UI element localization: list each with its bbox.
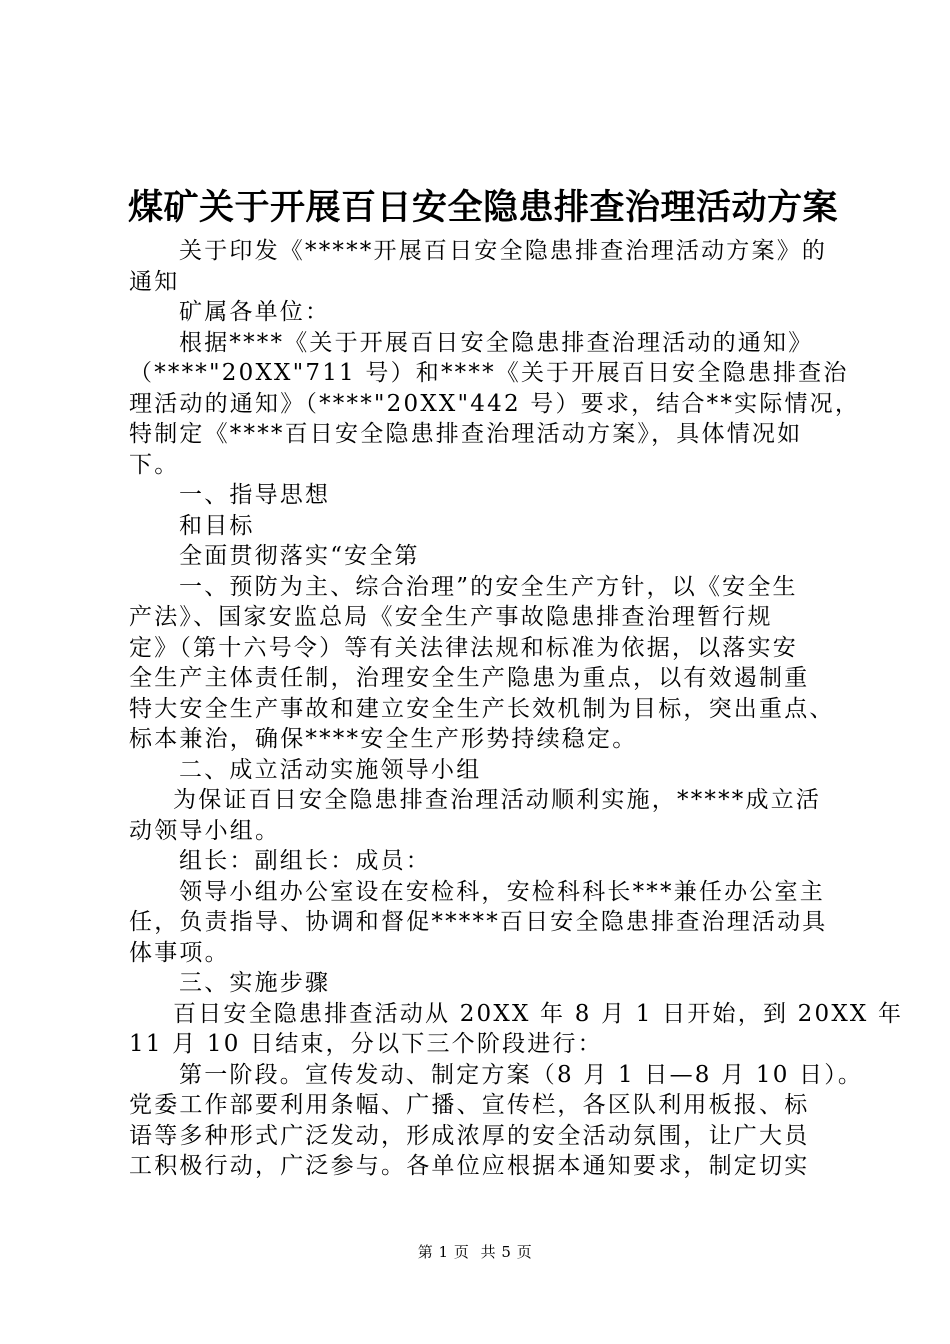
body-line: 动领导小组。 [129,817,281,844]
page-number: 第 1 页 [417,1243,470,1261]
page-total: 共 5 页 [480,1243,533,1261]
body-line: 第一阶段。宣传发动、制定方案（8 月 1 日—8 月 10 日）。 [179,1061,864,1088]
body-line: 语等多种形式广泛发动，形成浓厚的安全活动氛围，让广大员 [129,1122,810,1149]
body-line: 根据****《关于开展百日安全隐患排查治理活动的通知》 [179,329,814,356]
body-line: 领导小组办公室设在安检科，安检科科长***兼任办公室主 [179,878,825,905]
body-line: 理活动的通知》（****"20XX"442 号）要求，结合**实际情况， [129,390,861,417]
body-line: 标本兼治，确保****安全生产形势持续稳定。 [129,726,638,752]
body-line: 下。 [129,451,180,478]
body-line: 通知 [129,268,180,295]
body-line: 组长：副组长：成员： [179,848,431,874]
section-heading: 三、实施步骤 [179,970,331,996]
body-line: 11 月 10 日结束，分以下三个阶段进行： [129,1031,603,1057]
body-line: 一、预防为主、综合治理”的安全生产方针，以《安全生 [179,573,798,600]
body-line: 为保证百日安全隐患排查治理活动顺利实施，*****成立活 [173,787,822,813]
body-line: 任，负责指导、协调和督促*****百日安全隐患排查治理活动具 [129,909,828,935]
body-line: 矿属各单位： [179,299,331,325]
body-line: 体事项。 [129,939,230,966]
body-line: 关于印发《*****开展百日安全隐患排查治理活动方案》的 [179,238,828,264]
page-footer [0,1240,950,1264]
body-line: 百日安全隐患排查活动从 20XX 年 8 月 1 日开始，到 20XX 年 [173,1000,904,1027]
section-heading: 二、成立活动实施领导小组 [179,756,482,783]
body-line: 特制定《****百日安全隐患排查治理活动方案》，具体情况如 [129,421,803,447]
body-line: 定》（第十六号令）等有关法律法规和标准为依据，以落实安 [129,634,798,661]
body-line: 全生产主体责任制，治理安全生产隐患为重点，以有效遏制重 [129,665,810,691]
body-line: 和目标 [179,512,255,539]
body-line: 产法》、国家安监总局《安全生产事故隐患排查治理暂行规 [129,604,773,630]
body-line: 特大安全生产事故和建立安全生产长效机制为目标，突出重点、 [129,695,835,722]
body-line: 全面贯彻落实“安全第 [179,543,420,569]
document-title: 煤矿关于开展百日安全隐患排查治理活动方案 [128,188,839,228]
body-line: 工积极行动，广泛参与。各单位应根据本通知要求，制定切实 [129,1153,810,1179]
document-body [129,236,904,1182]
body-line: 党委工作部要利用条幅、广播、宣传栏，各区队利用板报、标 [129,1092,810,1118]
body-line: （****"20XX"711 号）和****《关于开展百日安全隐患排查治 [129,360,849,386]
section-heading: 一、指导思想 [179,482,331,508]
